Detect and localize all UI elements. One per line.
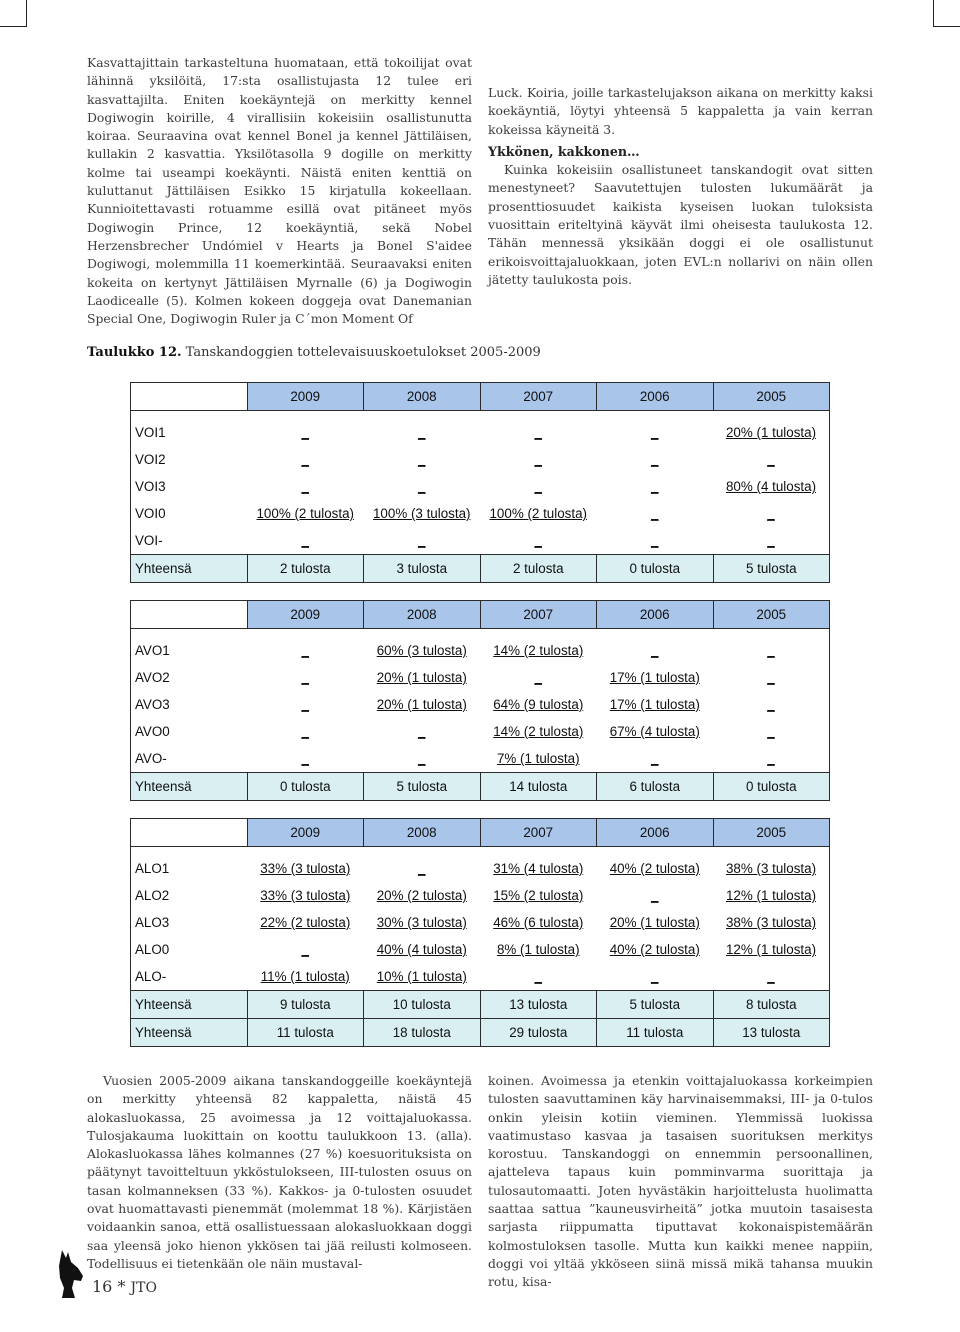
result-cell xyxy=(713,936,830,963)
cell-value: 100% (2 tulosta) xyxy=(489,506,587,521)
result-cell xyxy=(364,936,481,963)
cell-value: _ xyxy=(651,643,659,658)
year-header: 2006 xyxy=(597,601,714,629)
crop-mark-left xyxy=(0,0,27,27)
row-label: AVO1 xyxy=(131,637,248,664)
result-cell xyxy=(597,909,714,936)
result-cell xyxy=(364,446,481,473)
result-cell xyxy=(247,936,364,963)
caption-label: Taulukko 12. xyxy=(87,345,182,360)
result-cell xyxy=(713,909,830,936)
cell-value: _ xyxy=(418,724,426,739)
result-cell xyxy=(364,745,481,773)
result-cell xyxy=(480,718,597,745)
cell-value: 60% (3 tulosta) xyxy=(376,643,467,658)
result-cell xyxy=(713,419,830,446)
row-label: ALO- xyxy=(131,963,248,991)
year-header: 2006 xyxy=(597,383,714,411)
total-row xyxy=(131,1019,830,1047)
crop-mark-right xyxy=(933,0,960,27)
year-header: 2005 xyxy=(713,383,830,411)
cell-value: 22% (2 tulosta) xyxy=(260,915,351,930)
result-cell xyxy=(364,718,481,745)
result-cell xyxy=(597,745,714,773)
publication-name: JTO xyxy=(130,1280,157,1296)
result-cell xyxy=(247,473,364,500)
cell-value: _ xyxy=(418,452,426,467)
year-header: 2009 xyxy=(247,819,364,847)
cell-value: 40% (4 tulosta) xyxy=(376,942,467,957)
result-cell xyxy=(480,500,597,527)
cell-value: _ xyxy=(534,969,542,984)
cell-value: _ xyxy=(767,751,775,766)
year-header: 2007 xyxy=(480,601,597,629)
total-cell: 11 tulosta xyxy=(247,1019,364,1047)
result-cell xyxy=(597,527,714,555)
result-cell xyxy=(713,664,830,691)
cell-value: _ xyxy=(651,506,659,521)
result-cell xyxy=(713,473,830,500)
result-cell xyxy=(597,936,714,963)
cell-value: 11% (1 tulosta) xyxy=(260,969,350,984)
cell-value: 12% (1 tulosta) xyxy=(725,942,817,957)
result-cell xyxy=(597,963,714,991)
result-cell xyxy=(597,419,714,446)
result-cell xyxy=(247,745,364,773)
cell-value: _ xyxy=(767,724,775,739)
result-cell xyxy=(247,500,364,527)
paragraph: Kasvattajittain tarkasteltuna huomataan, että tokoilijat ovat lähinnä yksilöitä, 17:sta osallistujasta 12 tulee eri kasvattajilta. Eniten koekäyntejä on merkitty kennel Dogiwogin koirille, 4 virallisiin kokeisiin osallistunutta koiraa. Seuraavina ovat kennel Bonel ja kennel Jättiläisen, kullakin 2 kasvattia. Yksilötasolla 9 dogille on merkitty kolme tai useampi koekäynti. Näistä eniten kenttiä on kuluttanut Jättiläisen Esikko 15 kirjatulla kokeellaan. Kunnioitettavasti rotuamme esillä ovat pitäneet myös Dogiwogin Prince, 12 koekäyntiä, sekä Nobel Herzensbrecher Undómiel v Hearts ja Bonel S'aidee Dogiwogi, molemmilla 11 koemerkintää. Seuraavaksi eniten kokeita on kertynyt Jättiläisen Myrnalle (6) ja Dogiwogin Laodicealle (5). Kolmen kokeen doggeja ovat Danemanian Special One, Dogiwogin Ruler ja C´mon Moment Of xyxy=(87,55,472,327)
article-column-top-left xyxy=(87,54,472,328)
cell-value: _ xyxy=(418,479,426,494)
result-cell xyxy=(247,855,364,882)
cell-value: _ xyxy=(534,452,542,467)
cell-value: 38% (3 tulosta) xyxy=(725,861,817,876)
result-cell xyxy=(597,473,714,500)
total-cell: 0 tulosta xyxy=(247,773,364,801)
caption-text: Tanskandoggien tottelevaisuuskoetulokset 2005-2009 xyxy=(185,345,541,360)
result-cell xyxy=(364,500,481,527)
header-blank-cell xyxy=(131,601,248,629)
result-cell xyxy=(364,637,481,664)
result-cell xyxy=(364,527,481,555)
result-cell xyxy=(597,855,714,882)
cell-value: 20% (2 tulosta) xyxy=(376,888,467,903)
cell-value: 14% (2 tulosta) xyxy=(493,643,584,658)
section-heading: Ykkönen, kakkonen… xyxy=(488,143,640,159)
row-label: VOI0 xyxy=(131,500,248,527)
total-cell: 2 tulosta xyxy=(480,555,597,583)
result-cell xyxy=(713,500,830,527)
row-label: AVO3 xyxy=(131,691,248,718)
result-cell xyxy=(247,882,364,909)
result-cell xyxy=(364,691,481,718)
row-label: VOI3 xyxy=(131,473,248,500)
results-table-avo xyxy=(130,600,830,801)
cell-value: _ xyxy=(651,479,659,494)
year-header: 2005 xyxy=(713,819,830,847)
result-cell xyxy=(713,637,830,664)
cell-value: 7% (1 tulosta) xyxy=(496,751,580,766)
cell-value: _ xyxy=(301,452,309,467)
total-label: Yhteensä xyxy=(131,773,248,801)
year-header: 2007 xyxy=(480,383,597,411)
table-row xyxy=(131,637,830,664)
header-blank-cell xyxy=(131,819,248,847)
total-row xyxy=(131,773,830,801)
year-header: 2008 xyxy=(364,601,481,629)
result-cell xyxy=(597,718,714,745)
cell-value: _ xyxy=(767,506,775,521)
cell-value: 8% (1 tulosta) xyxy=(496,942,580,957)
cell-value: 40% (2 tulosta) xyxy=(609,942,700,957)
paragraph: Kuinka kokeisiin osallistuneet tanskandogit ovat sitten menestyneet? Saavutettujen tulosten lukumäärät ja prosenttiosuudet kaikista kyseisen luokan tuloksista vuosittain eriteltyinä käyvät ilmi oheisesta taulukosta 12. Tähän mennessä yksikään doggi ei ole osallistunut erikoisvoittajaluokkaan, joten EVL:n nollarivi on näin ollen jätetty taulukosta pois. xyxy=(488,162,873,287)
header-blank-cell xyxy=(131,383,248,411)
result-cell xyxy=(247,691,364,718)
row-label: ALO0 xyxy=(131,936,248,963)
cell-value: _ xyxy=(534,670,542,685)
cell-value: 10% (1 tulosta) xyxy=(376,969,467,984)
total-cell: 9 tulosta xyxy=(247,991,364,1019)
cell-value: _ xyxy=(301,942,309,957)
cell-value: 31% (4 tulosta) xyxy=(493,861,584,876)
results-table-voi xyxy=(130,382,830,583)
cell-value: _ xyxy=(767,533,775,548)
article-column-bottom-left xyxy=(87,1072,472,1273)
table-row xyxy=(131,909,830,936)
result-cell xyxy=(247,963,364,991)
cell-value: 15% (2 tulosta) xyxy=(493,888,584,903)
total-cell: 8 tulosta xyxy=(713,991,830,1019)
total-cell: 2 tulosta xyxy=(247,555,364,583)
result-cell xyxy=(597,882,714,909)
total-row xyxy=(131,555,830,583)
cell-value: _ xyxy=(301,643,309,658)
result-cell xyxy=(480,909,597,936)
cell-value: _ xyxy=(651,888,659,903)
cell-value: _ xyxy=(767,969,775,984)
year-header-row xyxy=(131,601,830,629)
total-cell: 6 tulosta xyxy=(597,773,714,801)
result-cell xyxy=(247,419,364,446)
paragraph: koinen. Avoimessa ja etenkin voittajaluokassa korkeimpien tulosten saavuttaminen käy harvinaisemmaksi, III- ja 0-tulos onkin yleisin kotiin vieminen. Ylemmissä luokissa vaatimustaso kasvaa ja tasaisen suorituksen merkitys korostuu. Tanskandoggi on ennemmin persoonallinen, ajatteleva tapaus kuin pomminvarma suorittaja ja tulosautomaatti. Joten hyvästäkin harjoittelusta huolimatta saattaa sattua ”kauneusvirheitä” jotka muutoin tasaisesta sarjasta riippumatta tiputtavat kokonaispistemäärän kolmostuloksen tasolle. Mutta kun kaikki menee nappiin, doggi voi yltää ykköseen siinä missä mikä tahansa muukin rotu, kisa- xyxy=(488,1073,873,1290)
cell-value: _ xyxy=(767,670,775,685)
cell-value: _ xyxy=(418,533,426,548)
year-header: 2009 xyxy=(247,601,364,629)
result-cell xyxy=(364,963,481,991)
total-cell: 0 tulosta xyxy=(713,773,830,801)
result-cell xyxy=(480,446,597,473)
cell-value: _ xyxy=(651,969,659,984)
result-cell xyxy=(247,637,364,664)
row-label: VOI1 xyxy=(131,419,248,446)
cell-value: 20% (1 tulosta) xyxy=(725,425,817,440)
paragraph: Luck. Koiria, joille tarkastelujakson aikana on merkitty kaksi koekäyntiä, löytyi yhteensä 5 kappaletta ja vain kerran kokeissa käyneitä 3. xyxy=(488,85,873,137)
table-row xyxy=(131,473,830,500)
result-cell xyxy=(713,882,830,909)
cell-value: _ xyxy=(301,533,309,548)
cell-value: 64% (9 tulosta) xyxy=(493,697,584,712)
result-cell xyxy=(480,745,597,773)
table-row xyxy=(131,855,830,882)
result-cell xyxy=(597,446,714,473)
total-cell: 13 tulosta xyxy=(480,991,597,1019)
result-cell xyxy=(713,963,830,991)
row-label: ALO2 xyxy=(131,882,248,909)
table-caption xyxy=(87,345,541,360)
table-row xyxy=(131,963,830,991)
total-cell: 14 tulosta xyxy=(480,773,597,801)
row-label: VOI- xyxy=(131,527,248,555)
result-cell xyxy=(364,419,481,446)
cell-value: 14% (2 tulosta) xyxy=(493,724,584,739)
year-header-row xyxy=(131,819,830,847)
cell-value: _ xyxy=(301,724,309,739)
table-row xyxy=(131,882,830,909)
year-header: 2008 xyxy=(364,819,481,847)
paragraph: Vuosien 2005-2009 aikana tanskandoggeille koekäyntejä on merkitty yhteensä 82 kappaletta, näistä 45 alokasluokassa, 25 avoimessa ja 12 voittajaluokassa. Tulosjakauma luokittain on koottu taulukkoon 13. (alla). Alokasluokassa lähes kolmannes (27 %) koesuorituksista on päätynyt tavoitteltuun ykköstulokseen, III-tulosten osuus on tasan kolmanneksen (33 %). Kakkos- ja 0-tulosten osuudet ovat huomattavasti pienemmät (molemmat 18 %). Kärjistäen voidaankin sanoa, että osallistuessaan alokasluokkaan doggi saa yleensä joko hienon ykkösen tai jää reilusti kolmoseen. Todellisuus ei tietenkään ole näin mustaval- xyxy=(87,1073,472,1271)
table-row xyxy=(131,419,830,446)
cell-value: _ xyxy=(767,452,775,467)
result-cell xyxy=(480,527,597,555)
cell-value: _ xyxy=(301,670,309,685)
total-cell: 13 tulosta xyxy=(713,1019,830,1047)
cell-value: 40% (2 tulosta) xyxy=(609,861,700,876)
result-cell xyxy=(480,855,597,882)
year-header-row xyxy=(131,383,830,411)
cell-value: 38% (3 tulosta) xyxy=(725,915,817,930)
cell-value: _ xyxy=(534,533,542,548)
total-label: Yhteensä xyxy=(131,991,248,1019)
table-row xyxy=(131,745,830,773)
page-number: 16 xyxy=(92,1277,113,1296)
total-cell: 11 tulosta xyxy=(597,1019,714,1047)
result-cell xyxy=(480,882,597,909)
result-cell xyxy=(247,446,364,473)
result-cell xyxy=(480,637,597,664)
result-cell xyxy=(597,664,714,691)
cell-value: _ xyxy=(534,425,542,440)
cell-value: _ xyxy=(651,425,659,440)
result-cell xyxy=(364,855,481,882)
total-label: Yhteensä xyxy=(131,555,248,583)
table-row xyxy=(131,691,830,718)
article-column-bottom-right xyxy=(488,1072,873,1292)
cell-value: _ xyxy=(301,697,309,712)
total-cell: 18 tulosta xyxy=(364,1019,481,1047)
year-header: 2006 xyxy=(597,819,714,847)
cell-value: 30% (3 tulosta) xyxy=(376,915,467,930)
result-cell xyxy=(713,855,830,882)
result-cell xyxy=(713,446,830,473)
row-label: VOI2 xyxy=(131,446,248,473)
result-cell xyxy=(247,718,364,745)
cell-value: _ xyxy=(418,861,426,876)
year-header: 2008 xyxy=(364,383,481,411)
result-cell xyxy=(247,527,364,555)
page-footer xyxy=(92,1277,157,1296)
cell-value: _ xyxy=(301,425,309,440)
cell-value: 33% (3 tulosta) xyxy=(260,888,351,903)
result-cell xyxy=(480,473,597,500)
result-cell xyxy=(480,936,597,963)
cell-value: _ xyxy=(418,425,426,440)
result-cell xyxy=(364,909,481,936)
result-cell xyxy=(480,664,597,691)
cell-value: _ xyxy=(767,697,775,712)
result-cell xyxy=(713,745,830,773)
table-row xyxy=(131,936,830,963)
footer-separator: * xyxy=(117,1277,126,1296)
table-row xyxy=(131,500,830,527)
cell-value: _ xyxy=(651,751,659,766)
cell-value: 17% (1 tulosta) xyxy=(609,670,700,685)
cell-value: 33% (3 tulosta) xyxy=(260,861,351,876)
total-cell: 0 tulosta xyxy=(597,555,714,583)
cell-value: _ xyxy=(301,751,309,766)
result-cell xyxy=(364,473,481,500)
result-cell xyxy=(364,664,481,691)
total-cell: 10 tulosta xyxy=(364,991,481,1019)
cell-value: 20% (1 tulosta) xyxy=(376,670,467,685)
result-cell xyxy=(480,963,597,991)
result-cell xyxy=(713,691,830,718)
total-cell: 3 tulosta xyxy=(364,555,481,583)
cell-value: 46% (6 tulosta) xyxy=(493,915,584,930)
cell-value: _ xyxy=(418,751,426,766)
row-label: AVO2 xyxy=(131,664,248,691)
result-cell xyxy=(713,718,830,745)
result-cell xyxy=(597,500,714,527)
result-cell xyxy=(713,527,830,555)
row-label: ALO3 xyxy=(131,909,248,936)
year-header: 2007 xyxy=(480,819,597,847)
row-label: AVO0 xyxy=(131,718,248,745)
total-cell: 5 tulosta xyxy=(713,555,830,583)
table-row xyxy=(131,718,830,745)
table-row xyxy=(131,664,830,691)
result-cell xyxy=(247,664,364,691)
cell-value: _ xyxy=(767,643,775,658)
result-cell xyxy=(597,691,714,718)
total-cell: 5 tulosta xyxy=(364,773,481,801)
result-cell xyxy=(480,691,597,718)
results-table-alo xyxy=(130,818,830,1047)
dog-head-icon xyxy=(56,1248,86,1300)
total-cell: 29 tulosta xyxy=(480,1019,597,1047)
cell-value: 67% (4 tulosta) xyxy=(609,724,700,739)
cell-value: _ xyxy=(534,479,542,494)
cell-value: 80% (4 tulosta) xyxy=(725,479,817,494)
cell-value: _ xyxy=(651,452,659,467)
row-label: AVO- xyxy=(131,745,248,773)
total-cell: 5 tulosta xyxy=(597,991,714,1019)
result-cell xyxy=(597,637,714,664)
table-row xyxy=(131,527,830,555)
year-header: 2005 xyxy=(713,601,830,629)
cell-value: 20% (1 tulosta) xyxy=(376,697,467,712)
cell-value: _ xyxy=(651,533,659,548)
article-column-top-right xyxy=(488,84,873,289)
result-cell xyxy=(364,882,481,909)
cell-value: 17% (1 tulosta) xyxy=(609,697,700,712)
year-header: 2009 xyxy=(247,383,364,411)
total-row xyxy=(131,991,830,1019)
result-cell xyxy=(247,909,364,936)
cell-value: 100% (3 tulosta) xyxy=(372,506,471,521)
cell-value: 20% (1 tulosta) xyxy=(609,915,700,930)
table-row xyxy=(131,446,830,473)
cell-value: 100% (2 tulosta) xyxy=(256,506,354,521)
result-cell xyxy=(480,419,597,446)
row-label: ALO1 xyxy=(131,855,248,882)
cell-value: _ xyxy=(301,479,309,494)
cell-value: 12% (1 tulosta) xyxy=(725,888,817,903)
total-label: Yhteensä xyxy=(131,1019,248,1047)
